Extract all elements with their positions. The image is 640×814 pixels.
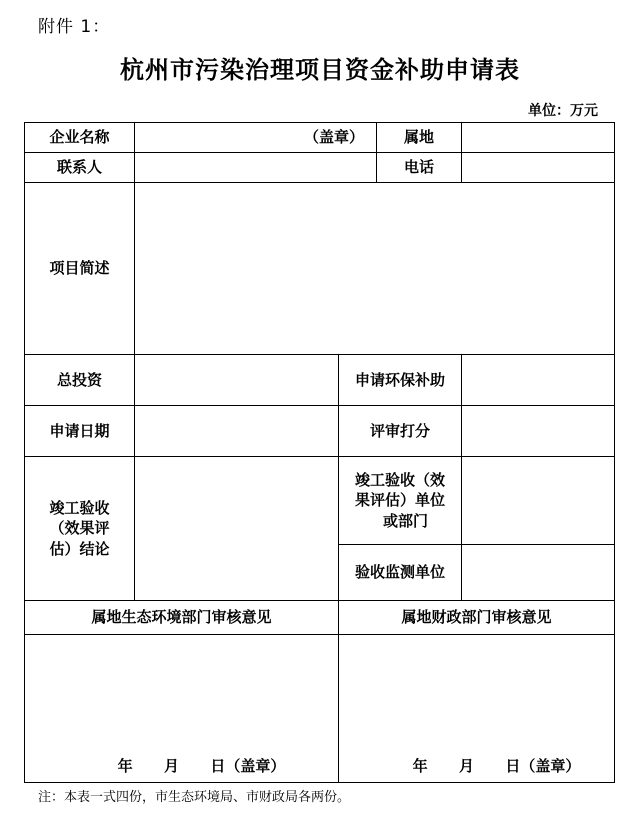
- score-field[interactable]: [462, 406, 615, 457]
- application-form-table: [24, 122, 615, 783]
- project-desc-label: 项目简述: [25, 183, 135, 355]
- apply-date-label: 申请日期: [25, 406, 135, 457]
- contact-field[interactable]: [135, 153, 377, 183]
- acceptance-unit-line: 果评估）单位: [355, 491, 446, 510]
- acceptance-label-line: 估）结论: [49, 539, 110, 558]
- contact-label: 联系人: [25, 153, 135, 183]
- subsidy-field[interactable]: [462, 355, 615, 406]
- acceptance-unit-line: 或部门: [383, 511, 429, 530]
- monitoring-unit-label: 验收监测单位: [339, 545, 462, 601]
- company-seal-mark: （盖章）: [304, 128, 365, 147]
- eco-opinion-field[interactable]: [25, 635, 339, 783]
- locality-label: 属地: [377, 123, 462, 153]
- score-label: 评审打分: [339, 406, 462, 457]
- finance-date-seal: 年 月 日（盖章）: [412, 756, 581, 775]
- eco-opinion-label: 属地生态环境部门审核意见: [25, 601, 339, 635]
- acceptance-conclusion-label: [25, 457, 135, 601]
- total-investment-label: 总投资: [25, 355, 135, 406]
- form-title: 杭州市污染治理项目资金补助申请表: [120, 55, 520, 84]
- unit-label: 单位：万元: [528, 103, 598, 119]
- phone-label: 电话: [377, 153, 462, 183]
- acceptance-unit-line: 竣工验收（效: [355, 471, 446, 490]
- total-investment-field[interactable]: [135, 355, 339, 406]
- company-name-label: 企业名称: [25, 123, 135, 153]
- acceptance-conclusion-field[interactable]: [135, 457, 339, 601]
- phone-field[interactable]: [462, 153, 615, 183]
- attachment-label: 附件 1：: [38, 17, 111, 37]
- acceptance-label-line: 竣工验收: [49, 499, 110, 518]
- subsidy-label: 申请环保补助: [339, 355, 462, 406]
- apply-date-field[interactable]: [135, 406, 339, 457]
- eco-date-seal: 年 月 日（盖章）: [117, 756, 286, 775]
- finance-opinion-label: 属地财政部门审核意见: [339, 601, 615, 635]
- acceptance-label-line: （效果评: [49, 519, 110, 538]
- locality-field[interactable]: [462, 123, 615, 153]
- finance-opinion-field[interactable]: [339, 635, 615, 783]
- acceptance-unit-label: [339, 457, 462, 545]
- acceptance-unit-field[interactable]: [462, 457, 615, 545]
- company-name-field[interactable]: [135, 123, 377, 153]
- monitoring-unit-field[interactable]: [462, 545, 615, 601]
- footer-note: 注：本表一式四份，市生态环境局、市财政局各两份。: [38, 790, 351, 805]
- project-desc-field[interactable]: [135, 183, 615, 355]
